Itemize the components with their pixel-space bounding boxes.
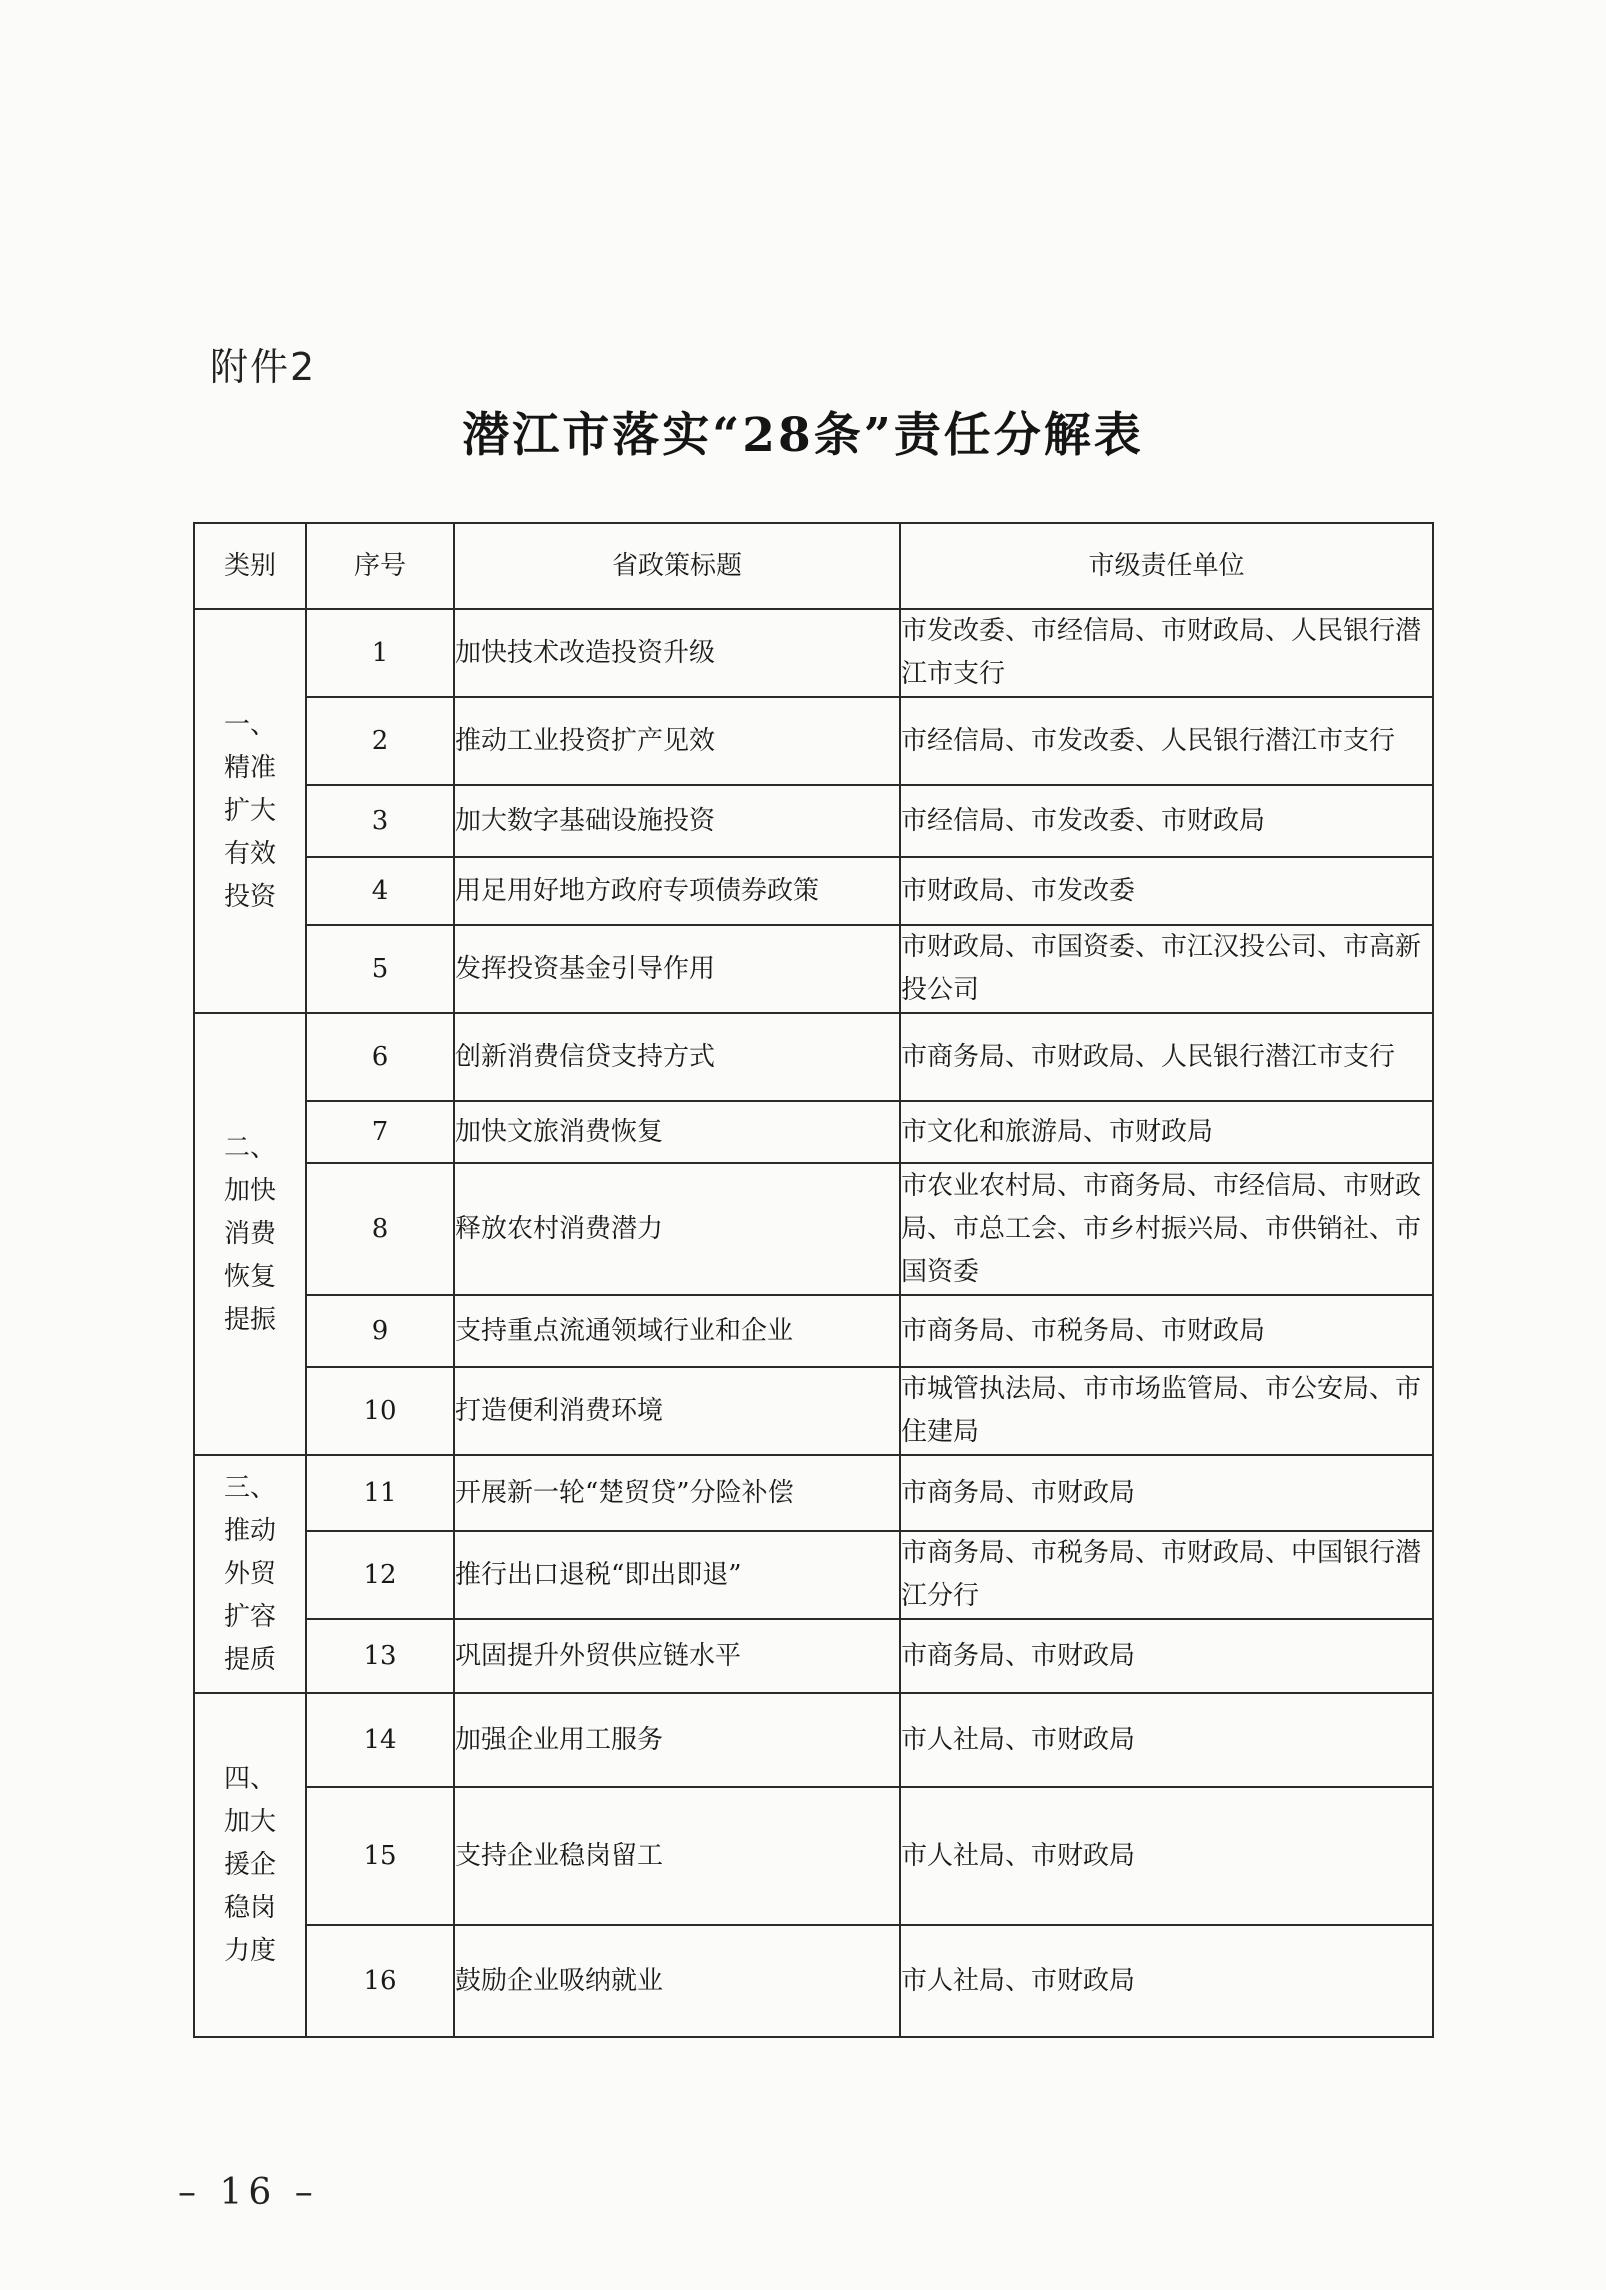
table-row: [194, 1101, 1433, 1163]
seq-cell: 11: [306, 1455, 454, 1531]
table-row: [194, 1013, 1433, 1101]
policy-cell: 打造便利消费环境: [454, 1367, 900, 1455]
header-unit: 市级责任单位: [900, 523, 1433, 609]
unit-cell: 市人社局、市财政局: [900, 1693, 1433, 1787]
table-row: [194, 609, 1433, 697]
seq-cell: 6: [306, 1013, 454, 1101]
table-row: [194, 1693, 1433, 1787]
seq-cell: 16: [306, 1925, 454, 2037]
unit-cell: 市商务局、市财政局: [900, 1455, 1433, 1531]
policy-cell: 加强企业用工服务: [454, 1693, 900, 1787]
policy-cell: 用足用好地方政府专项债券政策: [454, 857, 900, 925]
seq-cell: 10: [306, 1367, 454, 1455]
table-row: [194, 1619, 1433, 1693]
policy-cell: 支持重点流通领域行业和企业: [454, 1295, 900, 1367]
unit-cell: 市人社局、市财政局: [900, 1925, 1433, 2037]
policy-cell: 支持企业稳岗留工: [454, 1787, 900, 1925]
attachment-label: 附件2: [210, 345, 317, 389]
category-label: 一、 精准 扩大 有效 投资: [223, 709, 276, 912]
seq-cell: 5: [306, 925, 454, 1013]
policy-cell: 加大数字基础设施投资: [454, 785, 900, 857]
unit-cell: 市商务局、市税务局、市财政局: [900, 1295, 1433, 1367]
table-row: [194, 1295, 1433, 1367]
unit-cell: 市经信局、市发改委、市财政局: [900, 785, 1433, 857]
policy-cell: 开展新一轮“楚贸贷”分险补偿: [454, 1455, 900, 1531]
unit-cell: 市财政局、市国资委、市江汉投公司、市高新投公司: [900, 925, 1433, 1013]
document-title: 潜江市落实“28条”责任分解表: [462, 408, 1144, 463]
header-policy: 省政策标题: [454, 523, 900, 609]
table-row: [194, 925, 1433, 1013]
table-row: [194, 1367, 1433, 1455]
unit-cell: 市商务局、市财政局、人民银行潜江市支行: [900, 1013, 1433, 1101]
category-label: 四、 加大 援企 稳岗 力度: [223, 1763, 276, 1966]
seq-cell: 2: [306, 697, 454, 785]
category-cell: [194, 1455, 306, 1693]
unit-cell: 市文化和旅游局、市财政局: [900, 1101, 1433, 1163]
responsibility-table: [193, 522, 1434, 2038]
category-label: 三、 推动 外贸 扩容 提质: [223, 1472, 276, 1675]
table-row: [194, 1925, 1433, 2037]
seq-cell: 9: [306, 1295, 454, 1367]
table-row: [194, 1455, 1433, 1531]
category-cell: [194, 1693, 306, 2037]
unit-cell: 市农业农村局、市商务局、市经信局、市财政局、市总工会、市乡村振兴局、市供销社、市国资委: [900, 1163, 1433, 1295]
header-category: 类别: [194, 523, 306, 609]
policy-cell: 推行出口退税“即出即退”: [454, 1531, 900, 1619]
unit-cell: 市人社局、市财政局: [900, 1787, 1433, 1925]
policy-cell: 加快文旅消费恢复: [454, 1101, 900, 1163]
seq-cell: 12: [306, 1531, 454, 1619]
category-cell: [194, 609, 306, 1013]
seq-cell: 15: [306, 1787, 454, 1925]
seq-cell: 8: [306, 1163, 454, 1295]
policy-cell: 发挥投资基金引导作用: [454, 925, 900, 1013]
unit-cell: 市商务局、市财政局: [900, 1619, 1433, 1693]
seq-cell: 4: [306, 857, 454, 925]
table-row: [194, 785, 1433, 857]
seq-cell: 7: [306, 1101, 454, 1163]
table-header-row: [194, 523, 1433, 609]
seq-cell: 14: [306, 1693, 454, 1787]
page-number: – 16 –: [178, 2172, 319, 2213]
policy-cell: 鼓励企业吸纳就业: [454, 1925, 900, 2037]
category-cell: [194, 1013, 306, 1455]
unit-cell: 市财政局、市发改委: [900, 857, 1433, 925]
header-seq: 序号: [306, 523, 454, 609]
policy-cell: 加快技术改造投资升级: [454, 609, 900, 697]
policy-cell: 创新消费信贷支持方式: [454, 1013, 900, 1101]
unit-cell: 市城管执法局、市市场监管局、市公安局、市住建局: [900, 1367, 1433, 1455]
table-row: [194, 1787, 1433, 1925]
category-label: 二、 加快 消费 恢复 提振: [223, 1132, 276, 1335]
policy-cell: 释放农村消费潜力: [454, 1163, 900, 1295]
seq-cell: 3: [306, 785, 454, 857]
policy-cell: 推动工业投资扩产见效: [454, 697, 900, 785]
seq-cell: 13: [306, 1619, 454, 1693]
table-row: [194, 1163, 1433, 1295]
unit-cell: 市经信局、市发改委、人民银行潜江市支行: [900, 697, 1433, 785]
unit-cell: 市商务局、市税务局、市财政局、中国银行潜江分行: [900, 1531, 1433, 1619]
table-row: [194, 857, 1433, 925]
table-row: [194, 697, 1433, 785]
seq-cell: 1: [306, 609, 454, 697]
table-row: [194, 1531, 1433, 1619]
unit-cell: 市发改委、市经信局、市财政局、人民银行潜江市支行: [900, 609, 1433, 697]
policy-cell: 巩固提升外贸供应链水平: [454, 1619, 900, 1693]
